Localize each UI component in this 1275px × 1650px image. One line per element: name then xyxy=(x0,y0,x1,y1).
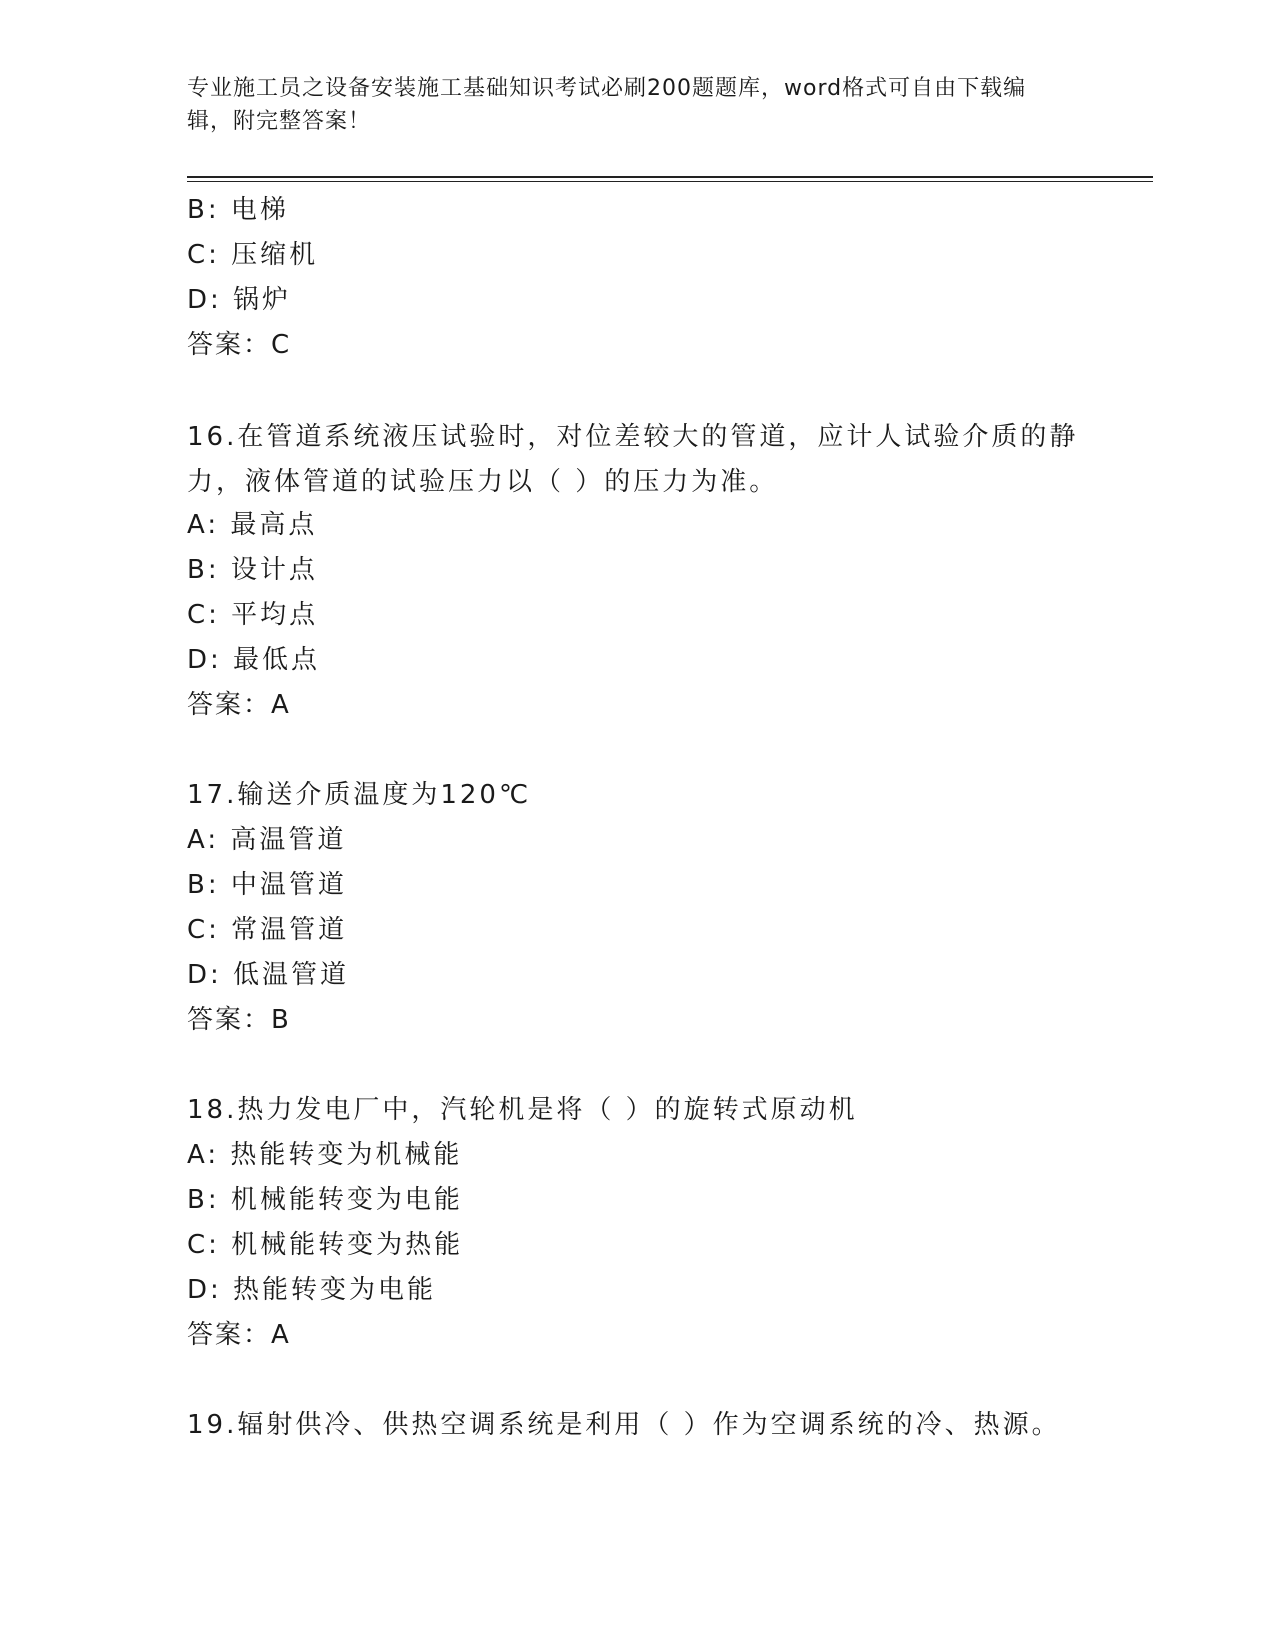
q17-option-a: A: 高温管道 xyxy=(187,825,347,855)
q18-option-d: D: 热能转变为电能 xyxy=(187,1275,437,1305)
q15-option-c: C: 压缩机 xyxy=(187,240,319,270)
q16-stem: 16.在管道系统液压试验时，对位差较大的管道，应计人试验介质的静力，液体管道的试验压力以（ ）的压力为准。 xyxy=(187,422,1079,497)
header-rule-thin xyxy=(187,181,1153,182)
header-rule-thick xyxy=(187,176,1153,178)
q18-stem: 18.热力发电厂中，汽轮机是将（ ）的旋转式原动机 xyxy=(187,1095,858,1125)
q18-answer: 答案：A xyxy=(187,1320,291,1350)
q16-option-c: C: 平均点 xyxy=(187,600,319,630)
q17-option-c: C: 常温管道 xyxy=(187,915,348,945)
q17-option-b: B: 中温管道 xyxy=(187,870,347,900)
q19-stem: 19.辐射供冷、供热空调系统是利用（ ）作为空调系统的冷、热源。 xyxy=(187,1410,1061,1440)
q16-option-b: B: 设计点 xyxy=(187,555,318,585)
q15-answer: 答案：C xyxy=(187,330,292,360)
q15-option-b: B: 电梯 xyxy=(187,195,289,225)
q17-option-d: D: 低温管道 xyxy=(187,960,350,990)
q17-stem: 17.输送介质温度为120℃ xyxy=(187,780,532,810)
q18-option-a: A: 热能转变为机械能 xyxy=(187,1140,463,1170)
document-header: 专业施工员之设备安装施工基础知识考试必刷200题题库，word格式可自由下载编辑，附完整答案！ xyxy=(187,76,1027,134)
q16-option-d: D: 最低点 xyxy=(187,645,321,675)
q17-answer: 答案：B xyxy=(187,1005,291,1035)
q15-option-d: D: 锅炉 xyxy=(187,285,292,315)
q18-option-c: C: 机械能转变为热能 xyxy=(187,1230,464,1260)
q18-option-b: B: 机械能转变为电能 xyxy=(187,1185,463,1215)
q16-option-a: A: 最高点 xyxy=(187,510,318,540)
q16-answer: 答案：A xyxy=(187,690,291,720)
